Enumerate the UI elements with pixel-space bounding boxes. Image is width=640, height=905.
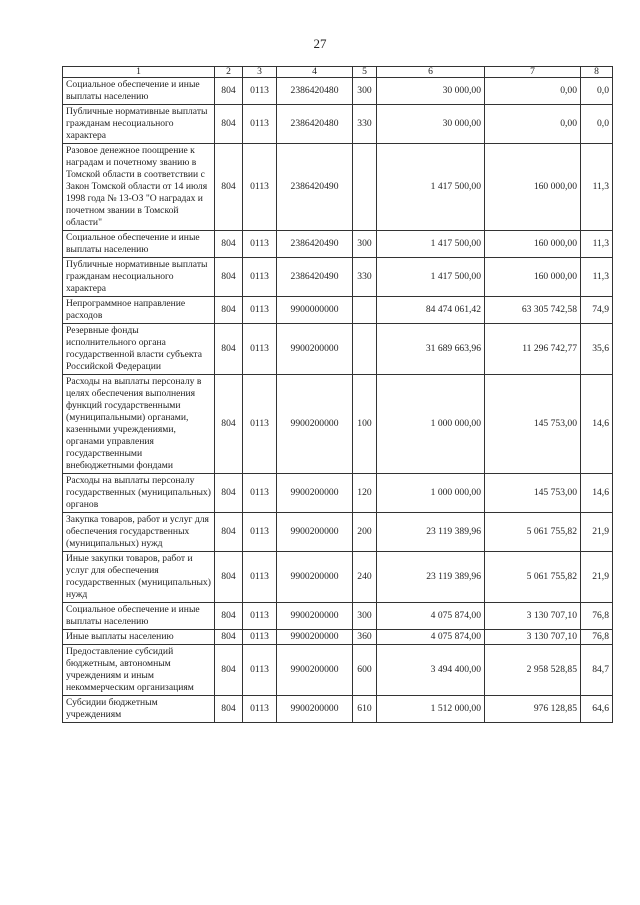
row-name: Публичные нормативные выплаты гражданам несоциального характера: [63, 258, 215, 297]
row-vr: 100: [353, 375, 377, 474]
row-vr: 360: [353, 630, 377, 645]
row-razdel: 0113: [243, 552, 277, 603]
row-fact: 3 130 707,10: [485, 603, 581, 630]
row-csr: 2386420490: [277, 231, 353, 258]
col-header-ved: 2: [215, 67, 243, 78]
row-name: Социальное обеспечение и иные выплаты населению: [63, 231, 215, 258]
row-vr: 240: [353, 552, 377, 603]
row-plan: 23 119 389,96: [377, 513, 485, 552]
row-name: Субсидии бюджетным учреждениям: [63, 696, 215, 723]
row-fact: 160 000,00: [485, 258, 581, 297]
row-razdel: 0113: [243, 603, 277, 630]
row-vr: 120: [353, 474, 377, 513]
table-row: [63, 603, 613, 630]
row-csr: 9900200000: [277, 552, 353, 603]
row-pct: 14,6: [581, 474, 613, 513]
table-row: [63, 258, 613, 297]
row-csr: 9900200000: [277, 603, 353, 630]
page-number: 27: [313, 36, 327, 51]
row-plan: 3 494 400,00: [377, 645, 485, 696]
row-fact: 160 000,00: [485, 231, 581, 258]
table-row: [63, 474, 613, 513]
row-fact: 145 753,00: [485, 375, 581, 474]
row-razdel: 0113: [243, 474, 277, 513]
table-row: [63, 324, 613, 375]
row-vr: 300: [353, 603, 377, 630]
row-plan: 4 075 874,00: [377, 630, 485, 645]
row-pct: 21,9: [581, 552, 613, 603]
row-pct: 0,0: [581, 78, 613, 105]
row-fact: 0,00: [485, 78, 581, 105]
row-fact: 2 958 528,85: [485, 645, 581, 696]
row-vr: 330: [353, 258, 377, 297]
row-csr: 2386420480: [277, 105, 353, 144]
row-pct: 74,9: [581, 297, 613, 324]
table-row: [63, 696, 613, 723]
row-fact: 63 305 742,58: [485, 297, 581, 324]
row-csr: 9900200000: [277, 375, 353, 474]
row-vr: 300: [353, 78, 377, 105]
table-row: [63, 297, 613, 324]
row-ved: 804: [215, 324, 243, 375]
row-razdel: 0113: [243, 696, 277, 723]
row-name: Предоставление субсидий бюджетным, автономным учреждениям и иным некоммерческим организациям: [63, 645, 215, 696]
row-name: Публичные нормативные выплаты гражданам несоциального характера: [63, 105, 215, 144]
row-plan: 4 075 874,00: [377, 603, 485, 630]
row-razdel: 0113: [243, 105, 277, 144]
row-ved: 804: [215, 630, 243, 645]
row-vr: 600: [353, 645, 377, 696]
row-csr: 9900200000: [277, 630, 353, 645]
table-row: [63, 105, 613, 144]
row-plan: 30 000,00: [377, 78, 485, 105]
row-ved: 804: [215, 513, 243, 552]
table-row: [63, 513, 613, 552]
row-pct: 76,8: [581, 603, 613, 630]
row-plan: 1 417 500,00: [377, 258, 485, 297]
row-ved: 804: [215, 552, 243, 603]
col-header-plan: 6: [377, 67, 485, 78]
row-name: Иные выплаты населению: [63, 630, 215, 645]
row-ved: 804: [215, 375, 243, 474]
row-pct: 84,7: [581, 645, 613, 696]
row-name: Расходы на выплаты персоналу государственных (муниципальных) органов: [63, 474, 215, 513]
row-pct: 11,3: [581, 258, 613, 297]
row-razdel: 0113: [243, 144, 277, 231]
budget-table: [62, 66, 613, 723]
col-header-vr: 5: [353, 67, 377, 78]
table-row: [63, 630, 613, 645]
row-csr: 2386420490: [277, 258, 353, 297]
row-name: Резервные фонды исполнительного органа государственной власти субъекта Российской Федерации: [63, 324, 215, 375]
row-ved: 804: [215, 696, 243, 723]
row-name: Закупка товаров, работ и услуг для обеспечения государственных (муниципальных) нужд: [63, 513, 215, 552]
row-ved: 804: [215, 603, 243, 630]
row-fact: 11 296 742,77: [485, 324, 581, 375]
row-pct: 21,9: [581, 513, 613, 552]
row-plan: 23 119 389,96: [377, 552, 485, 603]
table-row: [63, 645, 613, 696]
table-row: [63, 552, 613, 603]
row-vr: [353, 324, 377, 375]
row-fact: 145 753,00: [485, 474, 581, 513]
row-razdel: 0113: [243, 513, 277, 552]
row-pct: 64,6: [581, 696, 613, 723]
row-razdel: 0113: [243, 231, 277, 258]
row-fact: 3 130 707,10: [485, 630, 581, 645]
row-razdel: 0113: [243, 645, 277, 696]
row-razdel: 0113: [243, 78, 277, 105]
row-csr: 9900200000: [277, 645, 353, 696]
row-plan: 1 417 500,00: [377, 231, 485, 258]
col-header-razdel: 3: [243, 67, 277, 78]
row-name: Иные закупки товаров, работ и услуг для обеспечения государственных (муниципальных) нужд: [63, 552, 215, 603]
row-fact: 976 128,85: [485, 696, 581, 723]
table-row: [63, 375, 613, 474]
row-vr: [353, 297, 377, 324]
row-vr: [353, 144, 377, 231]
row-ved: 804: [215, 474, 243, 513]
row-razdel: 0113: [243, 258, 277, 297]
row-plan: 30 000,00: [377, 105, 485, 144]
col-header-name: 1: [63, 67, 215, 78]
row-pct: 11,3: [581, 231, 613, 258]
row-vr: 610: [353, 696, 377, 723]
row-pct: 11,3: [581, 144, 613, 231]
row-plan: 31 689 663,96: [377, 324, 485, 375]
row-csr: 9900200000: [277, 474, 353, 513]
row-ved: 804: [215, 645, 243, 696]
row-name: Расходы на выплаты персоналу в целях обеспечения выполнения функций государственными (муниципальными) органами, казенными учреждениями, органами управления государственными внебюджетными фондами: [63, 375, 215, 474]
row-csr: 9900200000: [277, 513, 353, 552]
row-razdel: 0113: [243, 324, 277, 375]
row-ved: 804: [215, 231, 243, 258]
row-ved: 804: [215, 297, 243, 324]
row-ved: 804: [215, 258, 243, 297]
row-csr: 9900000000: [277, 297, 353, 324]
table-row: [63, 78, 613, 105]
row-pct: 0,0: [581, 105, 613, 144]
row-plan: 1 000 000,00: [377, 474, 485, 513]
table-row: [63, 144, 613, 231]
row-razdel: 0113: [243, 630, 277, 645]
row-razdel: 0113: [243, 375, 277, 474]
row-name: Непрограммное направление расходов: [63, 297, 215, 324]
row-ved: 804: [215, 144, 243, 231]
row-csr: 2386420490: [277, 144, 353, 231]
col-header-csr: 4: [277, 67, 353, 78]
row-vr: 300: [353, 231, 377, 258]
row-name: Социальное обеспечение и иные выплаты населению: [63, 78, 215, 105]
row-pct: 76,8: [581, 630, 613, 645]
row-plan: 84 474 061,42: [377, 297, 485, 324]
row-name: Социальное обеспечение и иные выплаты населению: [63, 603, 215, 630]
row-plan: 1 417 500,00: [377, 144, 485, 231]
header-row: [63, 67, 613, 78]
row-vr: 330: [353, 105, 377, 144]
row-vr: 200: [353, 513, 377, 552]
row-fact: 5 061 755,82: [485, 513, 581, 552]
row-fact: 0,00: [485, 105, 581, 144]
row-razdel: 0113: [243, 297, 277, 324]
row-plan: 1 512 000,00: [377, 696, 485, 723]
row-ved: 804: [215, 78, 243, 105]
row-pct: 35,6: [581, 324, 613, 375]
row-ved: 804: [215, 105, 243, 144]
row-name: Разовое денежное поощрение к наградам и почетному званию в Томской области в соответствии с Закон Томской области от 14 июля 1998 года № 13-ОЗ "О наградах и почетном звании в Томской области": [63, 144, 215, 231]
row-fact: 160 000,00: [485, 144, 581, 231]
col-header-pct: 8: [581, 67, 613, 78]
row-pct: 14,6: [581, 375, 613, 474]
col-header-fact: 7: [485, 67, 581, 78]
row-fact: 5 061 755,82: [485, 552, 581, 603]
row-csr: 9900200000: [277, 696, 353, 723]
row-plan: 1 000 000,00: [377, 375, 485, 474]
table-row: [63, 231, 613, 258]
row-csr: 2386420480: [277, 78, 353, 105]
row-csr: 9900200000: [277, 324, 353, 375]
